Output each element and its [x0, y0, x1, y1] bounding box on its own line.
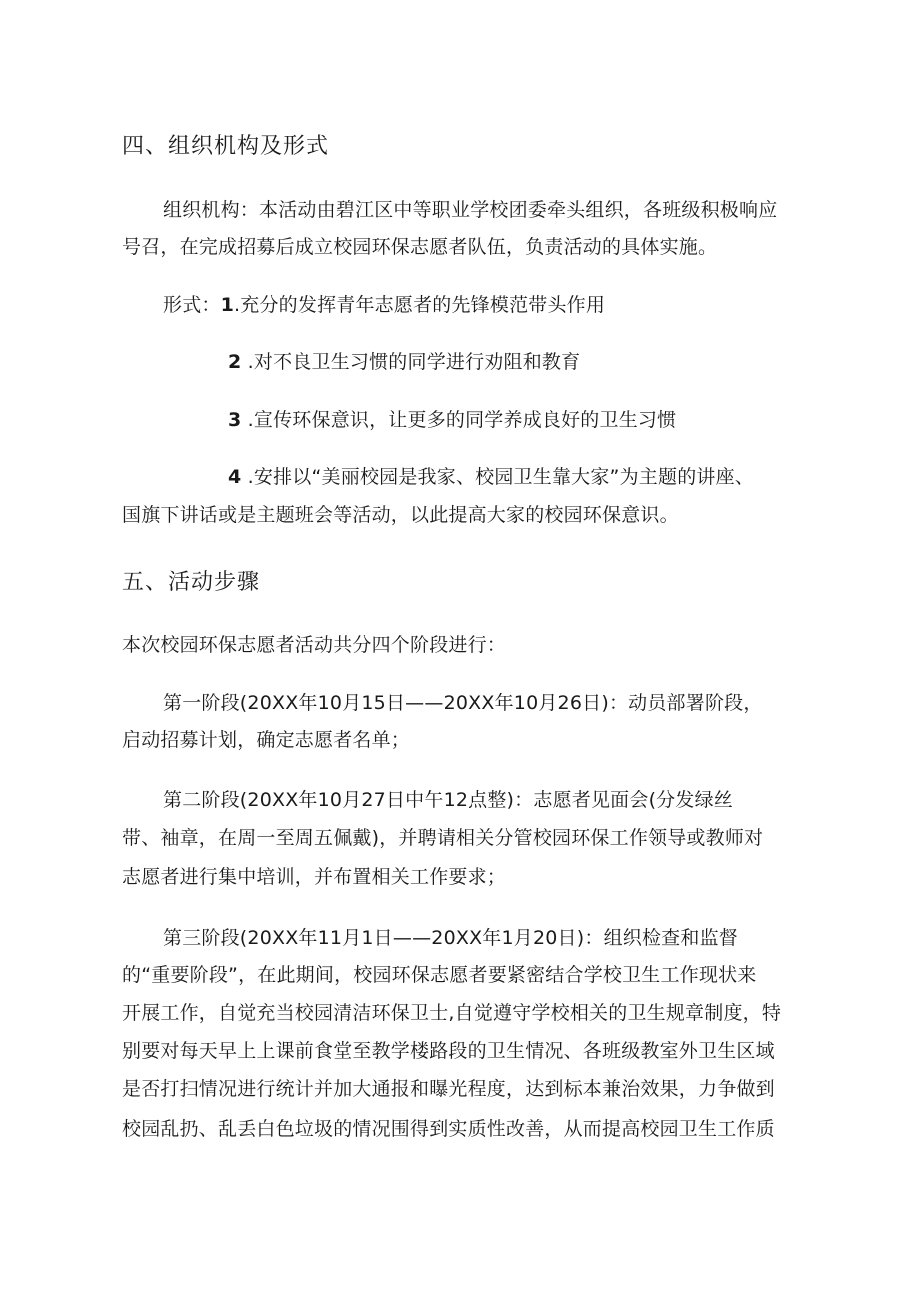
stage-2-line-3: 志愿者进行集中培训，并布置相关工作要求；	[122, 866, 507, 888]
paragraph-organization-line-1: 组织机构：本活动由碧江区中等职业学校团委牵头组织，各班级积极响应	[163, 199, 778, 221]
stage-3-line-3: 开展工作，自觉充当校园清洁环保卫士,自觉遵守学校相关的卫生规章制度，特	[122, 1002, 782, 1024]
stage-2-line-1: 第二阶段(20XX年10月27日中午12点整)：志愿者见面会(分发绿丝	[163, 789, 733, 811]
stage-2-line-2: 带、袖章，在周一至周五佩戴)，并聘请相关分管校园环保工作领导或教师对	[122, 827, 764, 849]
stage-1-line-2: 启动招募计划，确定志愿者名单；	[122, 729, 411, 751]
stage-1-line-1: 第一阶段(20XX年10月15日——20XX年10月26日)：动员部署阶段，	[163, 692, 763, 714]
form-item-3-number: 3	[228, 409, 242, 431]
form-item-1-text: .充分的发挥青年志愿者的先锋模范带头作用	[234, 294, 606, 316]
stage-3-line-1: 第三阶段(20XX年11月1日——20XX年1月20日)：组织检查和监督	[163, 927, 738, 949]
form-item-2-number: 2	[228, 351, 242, 373]
stage-3-line-6: 校园乱扔、乱丢白色垃圾的情况围得到实质性改善，从而提高校园卫生工作质	[122, 1118, 775, 1140]
section-heading-organization: 四、组织机构及形式	[122, 134, 330, 159]
form-item-1	[163, 292, 605, 318]
form-item-4-text: .安排以“美丽校园是我家、校园卫生靠大家”为主题的讲座、	[241, 466, 754, 488]
form-item-1-number: 1	[220, 294, 235, 316]
stage-3-line-5: 是否打扫情况进行统计并加大通报和曝光程度，达到标本兼治效果，力争做到	[122, 1078, 775, 1100]
section-heading-steps: 五、活动步骤	[122, 570, 261, 595]
stage-3-line-2: 的“重要阶段”，在此期间，校园环保志愿者要紧密结合学校卫生工作现状来	[122, 964, 757, 986]
steps-intro: 本次校园环保志愿者活动共分四个阶段进行：	[122, 634, 507, 656]
paragraph-organization-line-2: 号召，在完成招募后成立校园环保志愿者队伍，负责活动的具体实施。	[122, 236, 718, 258]
form-item-2	[228, 349, 580, 375]
form-item-4	[228, 464, 754, 490]
form-item-2-text: .对不良卫生习惯的同学进行劝阻和教育	[241, 351, 581, 373]
form-item-3	[228, 407, 676, 433]
form-item-4-line-2: 国旗下讲话或是主题班会等活动，以此提高大家的校园环保意识。	[122, 504, 679, 526]
stage-3-line-4: 别要对每天早上上课前食堂至教学楼路段的卫生情况、各班级教室外卫生区域	[122, 1040, 775, 1062]
form-label: 形式：	[163, 294, 221, 316]
form-item-4-number: 4	[228, 466, 242, 488]
form-item-3-text: .宣传环保意识，让更多的同学养成良好的卫生习惯	[241, 409, 677, 431]
